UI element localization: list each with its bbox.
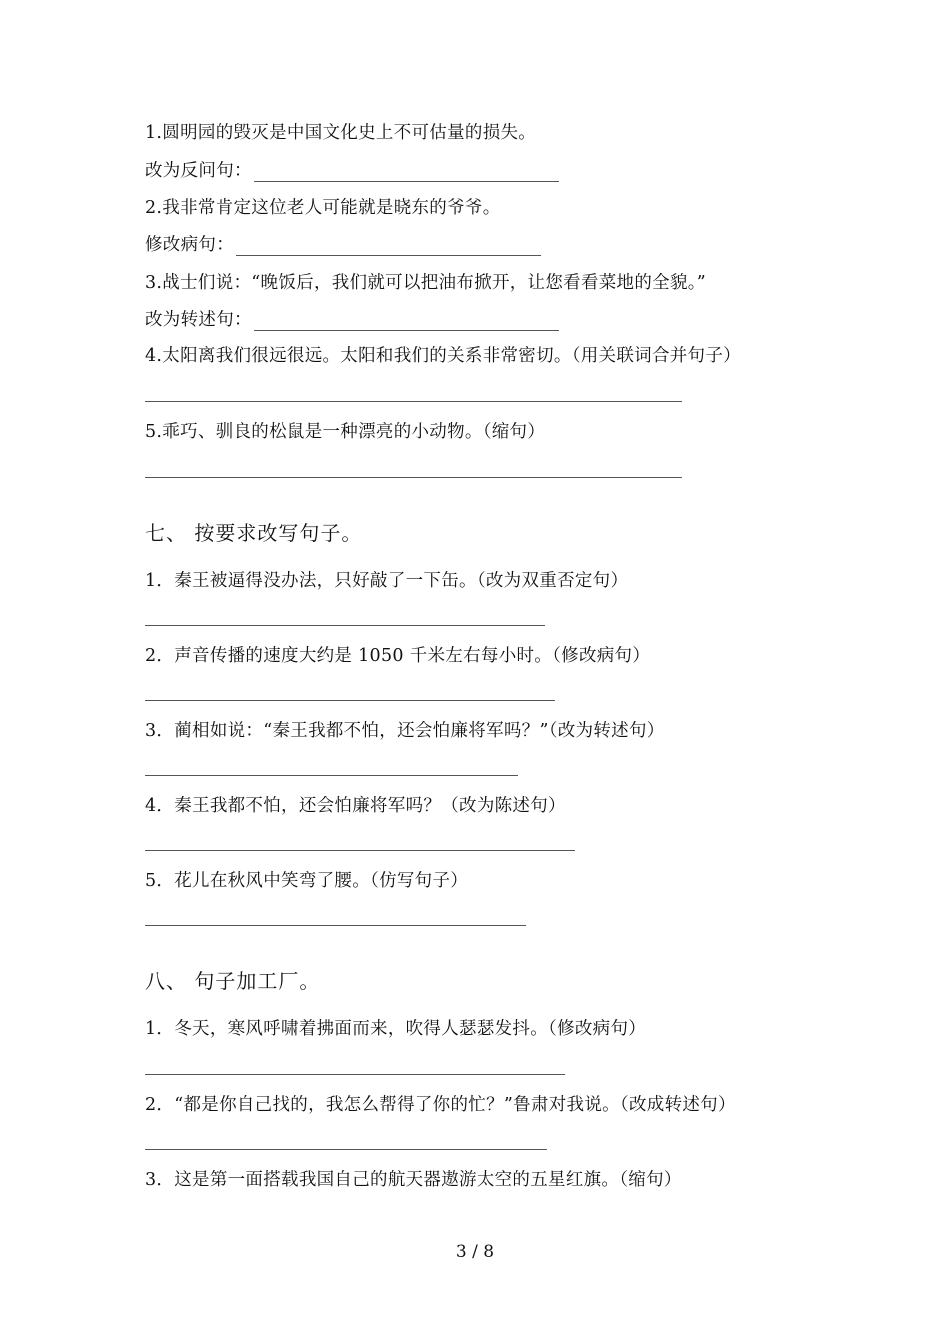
answer-prompt-label: 改为反问句： [145, 161, 252, 181]
question-text: 4．秦王我都不怕，还会怕廉将军吗？（改为陈述句） [145, 796, 566, 816]
question-text: 4.太阳离我们很远很远。太阳和我们的关系非常密切。（用关联词合并句子） [145, 346, 741, 366]
answer-line[interactable] [145, 477, 682, 478]
question-text: 2．声音传播的速度大约是 1050 千米左右每小时。（修改病句） [145, 646, 651, 666]
answer-line[interactable] [254, 165, 559, 182]
answer-line[interactable] [145, 1149, 547, 1150]
answer-line[interactable] [145, 1074, 565, 1075]
page-number: 3 / 8 [455, 1242, 495, 1262]
answer-line[interactable] [145, 925, 526, 926]
answer-line[interactable] [145, 700, 555, 701]
question-text: 1．秦王被逼得没办法，只好敲了一下缶。（改为双重否定句） [145, 571, 629, 591]
answer-line[interactable] [236, 239, 541, 256]
question-text: 2．“都是你自己找的，我怎么帮得了你的忙？”鲁肃对我说。（改成转述句） [145, 1095, 736, 1115]
question-text: 5.乖巧、驯良的松鼠是一种漂亮的小动物。（缩句） [145, 422, 546, 442]
answer-line[interactable] [145, 625, 545, 626]
answer-prompt-label: 改为转述句： [145, 310, 252, 330]
answer-line[interactable] [145, 401, 682, 402]
section-heading: 七、 按要求改写句子。 [145, 521, 363, 545]
answer-line[interactable] [145, 850, 575, 851]
question-text: 1．冬天，寒风呼啸着拂面而来，吹得人瑟瑟发抖。（修改病句） [145, 1019, 647, 1039]
question-text: 3．蔺相如说：“秦王我都不怕，还会怕廉将军吗？”（改为转述句） [145, 721, 665, 741]
question-text: 2.我非常肯定这位老人可能就是晓东的爷爷。 [145, 198, 501, 218]
section-heading: 八、 句子加工厂。 [145, 969, 321, 993]
answer-line[interactable] [254, 314, 559, 331]
answer-line[interactable] [145, 775, 518, 776]
answer-prompt [145, 160, 559, 182]
question-text: 1.圆明园的毁灭是中国文化史上不可估量的损失。 [145, 123, 537, 143]
question-text: 3．这是第一面搭载我国自己的航天器遨游太空的五星红旗。（缩句） [145, 1170, 682, 1190]
answer-prompt-label: 修改病句： [145, 235, 234, 255]
question-text: 3.战士们说：“晚饭后，我们就可以把油布掀开，让您看看菜地的全貌。” [145, 273, 707, 293]
answer-prompt [145, 234, 541, 256]
answer-prompt [145, 309, 559, 331]
question-text: 5．花儿在秋风中笑弯了腰。（仿写句子） [145, 871, 469, 891]
